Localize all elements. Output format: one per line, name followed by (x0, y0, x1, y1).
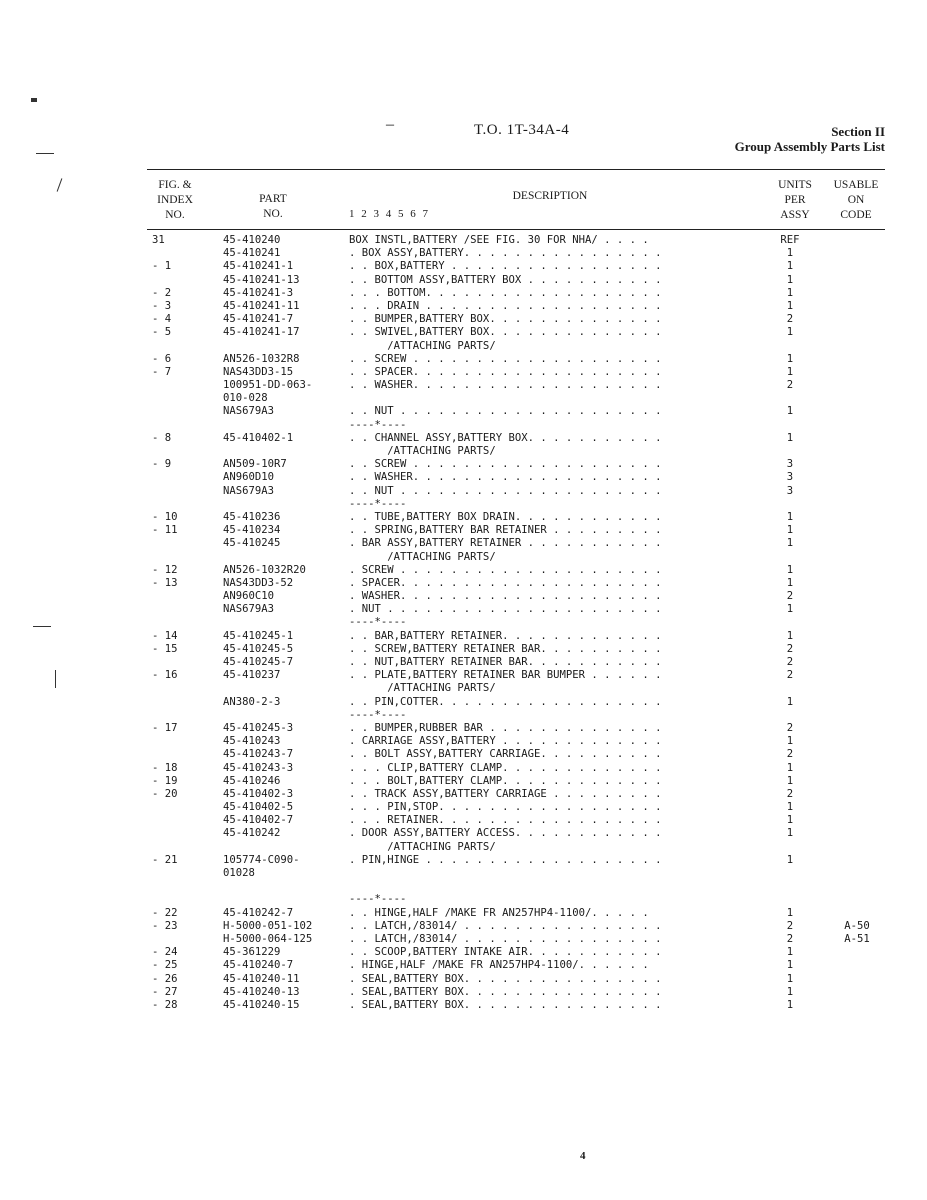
units-per-assy-cell: 1 (786, 972, 794, 985)
units-per-assy-cell: 1 (786, 326, 794, 339)
description-cell: . . . BOLT,BATTERY CLAMP. . . . . . . . . . . . . (349, 774, 662, 787)
part-number-cell: 45-410243 (223, 735, 281, 748)
description-cell: . . . RETAINER. . . . . . . . . . . . . . . . . . (349, 814, 662, 827)
page-number: 4 (580, 1150, 586, 1162)
table-row (0, 260, 927, 273)
header-dash: – (386, 116, 394, 133)
table-row (0, 326, 927, 339)
description-cell: /ATTACHING PARTS/ (349, 550, 496, 563)
table-row (0, 274, 927, 287)
header-rule-top (147, 169, 885, 170)
table-row (0, 696, 927, 709)
usable-on-code-cell: A-50 (844, 919, 870, 932)
index-number-cell: - 26 (152, 972, 178, 985)
table-row (0, 498, 927, 511)
table-row (0, 616, 927, 629)
description-cell: . . BOTTOM ASSY,BATTERY BOX . . . . . . . . . . . (349, 273, 662, 286)
part-number-cell: H-5000-064-125 (223, 932, 313, 945)
units-per-assy-cell: 2 (786, 313, 794, 326)
part-number-cell: 45-410245 (223, 537, 281, 550)
description-cell: /ATTACHING PARTS/ (349, 682, 496, 695)
description-cell: . . LATCH,/83014/ . . . . . . . . . . . . . . . . (349, 932, 662, 945)
part-number-cell: 45-410245-1 (223, 629, 294, 642)
description-cell: /ATTACHING PARTS/ (349, 339, 496, 352)
description-cell: . . BOX,BATTERY . . . . . . . . . . . . . . . . . (349, 260, 662, 273)
parts-list-table (0, 234, 927, 1012)
part-number-cell: AN509-10R7 (223, 458, 287, 471)
units-per-assy-cell: 1 (786, 946, 794, 959)
table-row (0, 709, 927, 722)
part-number-cell: 45-410246 (223, 774, 281, 787)
part-number-cell: NAS679A3 (223, 484, 275, 497)
column-header-indent-levels: 1 2 3 4 5 6 7 (349, 208, 430, 220)
table-row (0, 551, 927, 564)
index-number-cell: - 1 (152, 260, 172, 273)
index-number-cell: - 13 (152, 576, 178, 589)
units-per-assy-cell: 1 (786, 524, 794, 537)
table-row (0, 946, 927, 959)
description-cell: . . SPACER. . . . . . . . . . . . . . . . . . . . (349, 365, 662, 378)
units-per-assy-cell: 2 (786, 590, 794, 603)
description-cell: . . TUBE,BATTERY BOX DRAIN. . . . . . . . . . . . (349, 510, 662, 523)
part-number-cell: 45-410241-3 (223, 286, 294, 299)
table-row (0, 748, 927, 761)
units-per-assy-cell: 1 (786, 814, 794, 827)
description-cell: . . SCREW,BATTERY RETAINER BAR. . . . . . . . . . (349, 642, 662, 655)
part-number-cell: 45-410234 (223, 524, 281, 537)
header-rule-bottom (147, 229, 885, 230)
description-cell: /ATTACHING PARTS/ (349, 445, 496, 457)
table-row (0, 379, 927, 392)
part-number-cell: 45-410237 (223, 669, 281, 682)
table-row (0, 973, 927, 986)
units-per-assy-cell: 2 (786, 379, 794, 392)
table-row (0, 287, 927, 300)
units-per-assy-cell: 1 (786, 603, 794, 616)
table-row (0, 313, 927, 326)
description-cell: . SPACER. . . . . . . . . . . . . . . . . . . . . (349, 576, 662, 589)
description-cell: ----*---- (349, 418, 407, 431)
table-row (0, 814, 927, 827)
list-title: Group Assembly Parts List (734, 139, 885, 154)
index-number-cell: - 17 (152, 721, 178, 734)
part-number-cell: 45-410402-5 (223, 801, 294, 814)
table-row (0, 907, 927, 920)
units-per-assy-cell: 1 (786, 286, 794, 299)
index-number-cell: - 14 (152, 629, 178, 642)
units-per-assy-cell: 1 (786, 576, 794, 589)
description-cell: . . SCOOP,BATTERY INTAKE AIR. . . . . . . . . . . (349, 946, 662, 959)
table-row (0, 682, 927, 695)
table-row (0, 643, 927, 656)
index-number-cell: - 9 (152, 458, 172, 471)
description-cell: . . BUMPER,BATTERY BOX. . . . . . . . . . . . . . (349, 313, 662, 326)
units-per-assy-cell: 3 (786, 471, 794, 484)
column-header-fig-index: FIG. & INDEX NO. (157, 179, 193, 221)
index-number-cell: - 21 (152, 853, 178, 866)
description-cell: . . . CLIP,BATTERY CLAMP. . . . . . . . . . . . . (349, 761, 662, 774)
description-cell: ----*---- (349, 616, 407, 629)
part-number-cell: AN960C10 (223, 590, 275, 603)
part-number-cell: 01028 (223, 867, 255, 879)
description-cell: . . SWIVEL,BATTERY BOX. . . . . . . . . . . . . . (349, 326, 662, 339)
table-row (0, 445, 927, 458)
table-row (0, 735, 927, 748)
technical-order-number: T.O. 1T-34A-4 (474, 122, 570, 138)
part-number-cell: 45-410402-3 (223, 787, 294, 800)
table-row (0, 801, 927, 814)
table-row (0, 564, 927, 577)
table-row (0, 854, 927, 867)
table-row (0, 603, 927, 616)
description-cell: . PIN,HINGE . . . . . . . . . . . . . . . . . . . (349, 853, 662, 866)
table-row (0, 893, 927, 906)
part-number-cell: 45-410241-11 (223, 299, 300, 312)
units-per-assy-cell: 1 (786, 352, 794, 365)
part-number-cell: 45-410242-7 (223, 906, 294, 919)
index-number-cell: - 5 (152, 326, 172, 339)
units-per-assy-cell: 2 (786, 721, 794, 734)
description-cell: . . PIN,COTTER. . . . . . . . . . . . . . . . . . (349, 695, 662, 708)
description-cell: . CARRIAGE ASSY,BATTERY . . . . . . . . . . . . . (349, 735, 662, 748)
part-number-cell: 45-410240-11 (223, 972, 300, 985)
description-cell: ----*---- (349, 893, 407, 906)
description-cell: . BOX ASSY,BATTERY. . . . . . . . . . . . . . . . (349, 247, 662, 260)
description-cell: . . WASHER. . . . . . . . . . . . . . . . . . . . (349, 471, 662, 484)
units-per-assy-cell: 3 (786, 484, 794, 497)
table-row (0, 247, 927, 260)
units-per-assy-cell: 2 (786, 669, 794, 682)
part-number-cell: 45-410402-1 (223, 431, 294, 444)
table-row (0, 590, 927, 603)
table-row (0, 392, 927, 405)
table-row (0, 959, 927, 972)
units-per-assy-cell: 1 (786, 853, 794, 866)
part-number-cell: 45-410243-3 (223, 761, 294, 774)
part-number-cell: 45-410240 (223, 234, 281, 246)
units-per-assy-cell: 2 (786, 642, 794, 655)
table-row (0, 485, 927, 498)
part-number-cell: 45-410240-13 (223, 985, 300, 998)
table-row (0, 841, 927, 854)
units-per-assy-cell: 1 (786, 510, 794, 523)
units-per-assy-cell: 1 (786, 735, 794, 748)
units-per-assy-cell: 1 (786, 563, 794, 576)
description-cell: . . NUT . . . . . . . . . . . . . . . . . . . . . (349, 484, 662, 497)
description-cell: . . SPRING,BATTERY BAR RETAINER . . . . . . . . . (349, 524, 662, 537)
description-cell: /ATTACHING PARTS/ (349, 840, 496, 853)
part-number-cell: 105774-C090- (223, 853, 300, 866)
index-number-cell: - 28 (152, 998, 178, 1011)
description-cell: . . BOLT ASSY,BATTERY CARRIAGE. . . . . . . . . . (349, 748, 662, 761)
description-cell: . SEAL,BATTERY BOX. . . . . . . . . . . . . . . . (349, 985, 662, 998)
units-per-assy-cell: 1 (786, 273, 794, 286)
description-cell: . . TRACK ASSY,BATTERY CARRIAGE . . . . . . . . . (349, 787, 662, 800)
scan-mark (57, 178, 63, 191)
table-row (0, 234, 927, 247)
description-cell: . . HINGE,HALF /MAKE FR AN257HP4-1100/. . . . . (349, 906, 649, 919)
part-number-cell: 45-410402-7 (223, 814, 294, 827)
description-cell: BOX INSTL,BATTERY /SEE FIG. 30 FOR NHA/ . . . . (349, 234, 649, 246)
part-number-cell: H-5000-051-102 (223, 919, 313, 932)
part-number-cell: 45-410245-7 (223, 656, 294, 668)
index-number-cell: - 18 (152, 761, 178, 774)
units-per-assy-cell: 1 (786, 260, 794, 273)
description-cell: . DOOR ASSY,BATTERY ACCESS. . . . . . . . . . . . (349, 827, 662, 840)
part-number-cell: 45-410241-13 (223, 273, 300, 286)
table-row (0, 722, 927, 735)
table-row (0, 366, 927, 379)
units-per-assy-cell: 1 (786, 998, 794, 1011)
units-per-assy-cell: 1 (786, 365, 794, 378)
description-cell: . WASHER. . . . . . . . . . . . . . . . . . . . . (349, 590, 662, 603)
table-row (0, 775, 927, 788)
index-number-cell: - 6 (152, 352, 172, 365)
index-number-cell: - 12 (152, 563, 178, 576)
part-number-cell: AN960D10 (223, 471, 275, 484)
table-row (0, 458, 927, 471)
index-number-cell: - 11 (152, 524, 178, 537)
units-per-assy-cell: 1 (786, 906, 794, 919)
units-per-assy-cell: 1 (786, 405, 794, 418)
units-per-assy-cell: 1 (786, 827, 794, 840)
description-cell: . BAR ASSY,BATTERY RETAINER . . . . . . . . . . . (349, 537, 662, 550)
units-per-assy-cell: 1 (786, 774, 794, 787)
units-per-assy-cell: 1 (786, 629, 794, 642)
table-row (0, 933, 927, 946)
part-number-cell: AN526-1032R8 (223, 352, 300, 365)
description-cell: . . NUT . . . . . . . . . . . . . . . . . . . . . (349, 405, 662, 418)
table-row (0, 405, 927, 418)
part-number-cell: 45-410236 (223, 510, 281, 523)
table-row (0, 340, 927, 353)
index-number-cell: - 8 (152, 431, 172, 444)
table-row (0, 669, 927, 682)
table-row (0, 537, 927, 550)
units-per-assy-cell: 2 (786, 787, 794, 800)
part-number-cell: NAS679A3 (223, 405, 275, 418)
description-cell: . . NUT,BATTERY RETAINER BAR. . . . . . . . . . . (349, 656, 662, 668)
index-number-cell: - 3 (152, 299, 172, 312)
table-row (0, 419, 927, 432)
table-row (0, 999, 927, 1012)
description-cell: . SEAL,BATTERY BOX. . . . . . . . . . . . . . . . (349, 998, 662, 1011)
scan-mark (31, 98, 37, 102)
part-number-cell: AN526-1032R20 (223, 563, 306, 576)
index-number-cell: - 23 (152, 919, 178, 932)
description-cell: . . LATCH,/83014/ . . . . . . . . . . . . . . . . (349, 919, 662, 932)
description-cell: . NUT . . . . . . . . . . . . . . . . . . . . . . (349, 603, 662, 616)
description-cell: . . SCREW . . . . . . . . . . . . . . . . . . . . (349, 458, 662, 471)
table-row (0, 353, 927, 366)
column-header-part-no: PART NO. (259, 193, 287, 220)
units-per-assy-cell: 2 (786, 656, 794, 668)
part-number-cell: NAS679A3 (223, 603, 275, 616)
description-cell: ----*---- (349, 708, 407, 721)
table-row (0, 577, 927, 590)
description-cell: . . SCREW . . . . . . . . . . . . . . . . . . . . (349, 352, 662, 365)
index-number-cell: - 22 (152, 906, 178, 919)
description-cell: . . . BOTTOM. . . . . . . . . . . . . . . . . . . (349, 286, 662, 299)
units-per-assy-cell: 2 (786, 932, 794, 945)
description-cell: . . PLATE,BATTERY RETAINER BAR BUMPER . . . . . . (349, 669, 662, 682)
table-row (0, 432, 927, 445)
table-row (0, 867, 927, 880)
index-number-cell: - 25 (152, 959, 178, 972)
units-per-assy-cell: 1 (786, 985, 794, 998)
index-number-cell: - 27 (152, 985, 178, 998)
description-cell: . . BAR,BATTERY RETAINER. . . . . . . . . . . . . (349, 629, 662, 642)
units-per-assy-cell: 1 (786, 695, 794, 708)
table-row (0, 656, 927, 669)
part-number-cell: 010-028 (223, 392, 268, 405)
index-number-cell: - 10 (152, 510, 178, 523)
column-header-description: DESCRIPTION (512, 190, 588, 202)
part-number-cell: 45-361229 (223, 946, 281, 959)
units-per-assy-cell: 1 (786, 761, 794, 774)
part-number-cell: 45-410240-7 (223, 959, 294, 972)
units-per-assy-cell: 2 (786, 919, 794, 932)
table-row (0, 920, 927, 933)
part-number-cell: 45-410241-1 (223, 260, 294, 273)
table-row (0, 300, 927, 313)
description-cell: . . . PIN,STOP. . . . . . . . . . . . . . . . . . (349, 801, 662, 814)
part-number-cell: 45-410241-17 (223, 326, 300, 339)
description-cell: . . CHANNEL ASSY,BATTERY BOX. . . . . . . . . . . (349, 431, 662, 444)
table-row (0, 471, 927, 484)
description-cell: . . . DRAIN . . . . . . . . . . . . . . . . . . . (349, 299, 662, 312)
part-number-cell: 45-410241-7 (223, 313, 294, 326)
units-per-assy-cell: 2 (786, 748, 794, 761)
scan-mark (36, 153, 54, 154)
units-per-assy-cell: 3 (786, 458, 794, 471)
table-row (0, 762, 927, 775)
description-cell: . SCREW . . . . . . . . . . . . . . . . . . . . . (349, 563, 662, 576)
part-number-cell: 45-410245-5 (223, 642, 294, 655)
part-number-cell: AN380-2-3 (223, 695, 281, 708)
column-header-usable-on-code: USABLE ON CODE (833, 179, 879, 221)
description-cell: . SEAL,BATTERY BOX. . . . . . . . . . . . . . . . (349, 972, 662, 985)
units-per-assy-cell: 1 (786, 247, 794, 260)
part-number-cell: 45-410243-7 (223, 748, 294, 761)
units-per-assy-cell: 1 (786, 299, 794, 312)
table-row (0, 880, 927, 893)
usable-on-code-cell: A-51 (844, 932, 870, 945)
part-number-cell: 45-410242 (223, 827, 281, 840)
index-number-cell: - 24 (152, 946, 178, 959)
units-per-assy-cell: 1 (786, 959, 794, 972)
part-number-cell: 45-410240-15 (223, 998, 300, 1011)
description-cell: . . BUMPER,RUBBER BAR . . . . . . . . . . . . . . (349, 721, 662, 734)
index-number-cell: - 16 (152, 669, 178, 682)
index-number-cell: 31 (152, 234, 165, 246)
column-header-units-per-assy: UNITS PER ASSY (778, 179, 812, 221)
part-number-cell: 45-410241 (223, 247, 281, 260)
index-number-cell: - 15 (152, 642, 178, 655)
section-label: Section II (831, 124, 885, 139)
index-number-cell: - 2 (152, 286, 172, 299)
table-row (0, 524, 927, 537)
index-number-cell: - 20 (152, 787, 178, 800)
index-number-cell: - 19 (152, 774, 178, 787)
units-per-assy-cell: 1 (786, 537, 794, 550)
table-row (0, 788, 927, 801)
part-number-cell: 100951-DD-063- (223, 379, 313, 392)
table-row (0, 630, 927, 643)
units-per-assy-cell: REF (780, 234, 800, 246)
units-per-assy-cell: 1 (786, 801, 794, 814)
units-per-assy-cell: 1 (786, 431, 794, 444)
part-number-cell: NAS43DD3-52 (223, 576, 294, 589)
part-number-cell: NAS43DD3-15 (223, 365, 294, 378)
description-cell: ----*---- (349, 497, 407, 510)
description-cell: . . WASHER. . . . . . . . . . . . . . . . . . . . (349, 379, 662, 392)
index-number-cell: - 4 (152, 313, 172, 326)
table-row (0, 986, 927, 999)
description-cell: . HINGE,HALF /MAKE FR AN257HP4-1100/. . . . . . (349, 959, 649, 972)
table-row (0, 511, 927, 524)
part-number-cell: 45-410245-3 (223, 721, 294, 734)
table-row (0, 827, 927, 840)
index-number-cell: - 7 (152, 365, 172, 378)
